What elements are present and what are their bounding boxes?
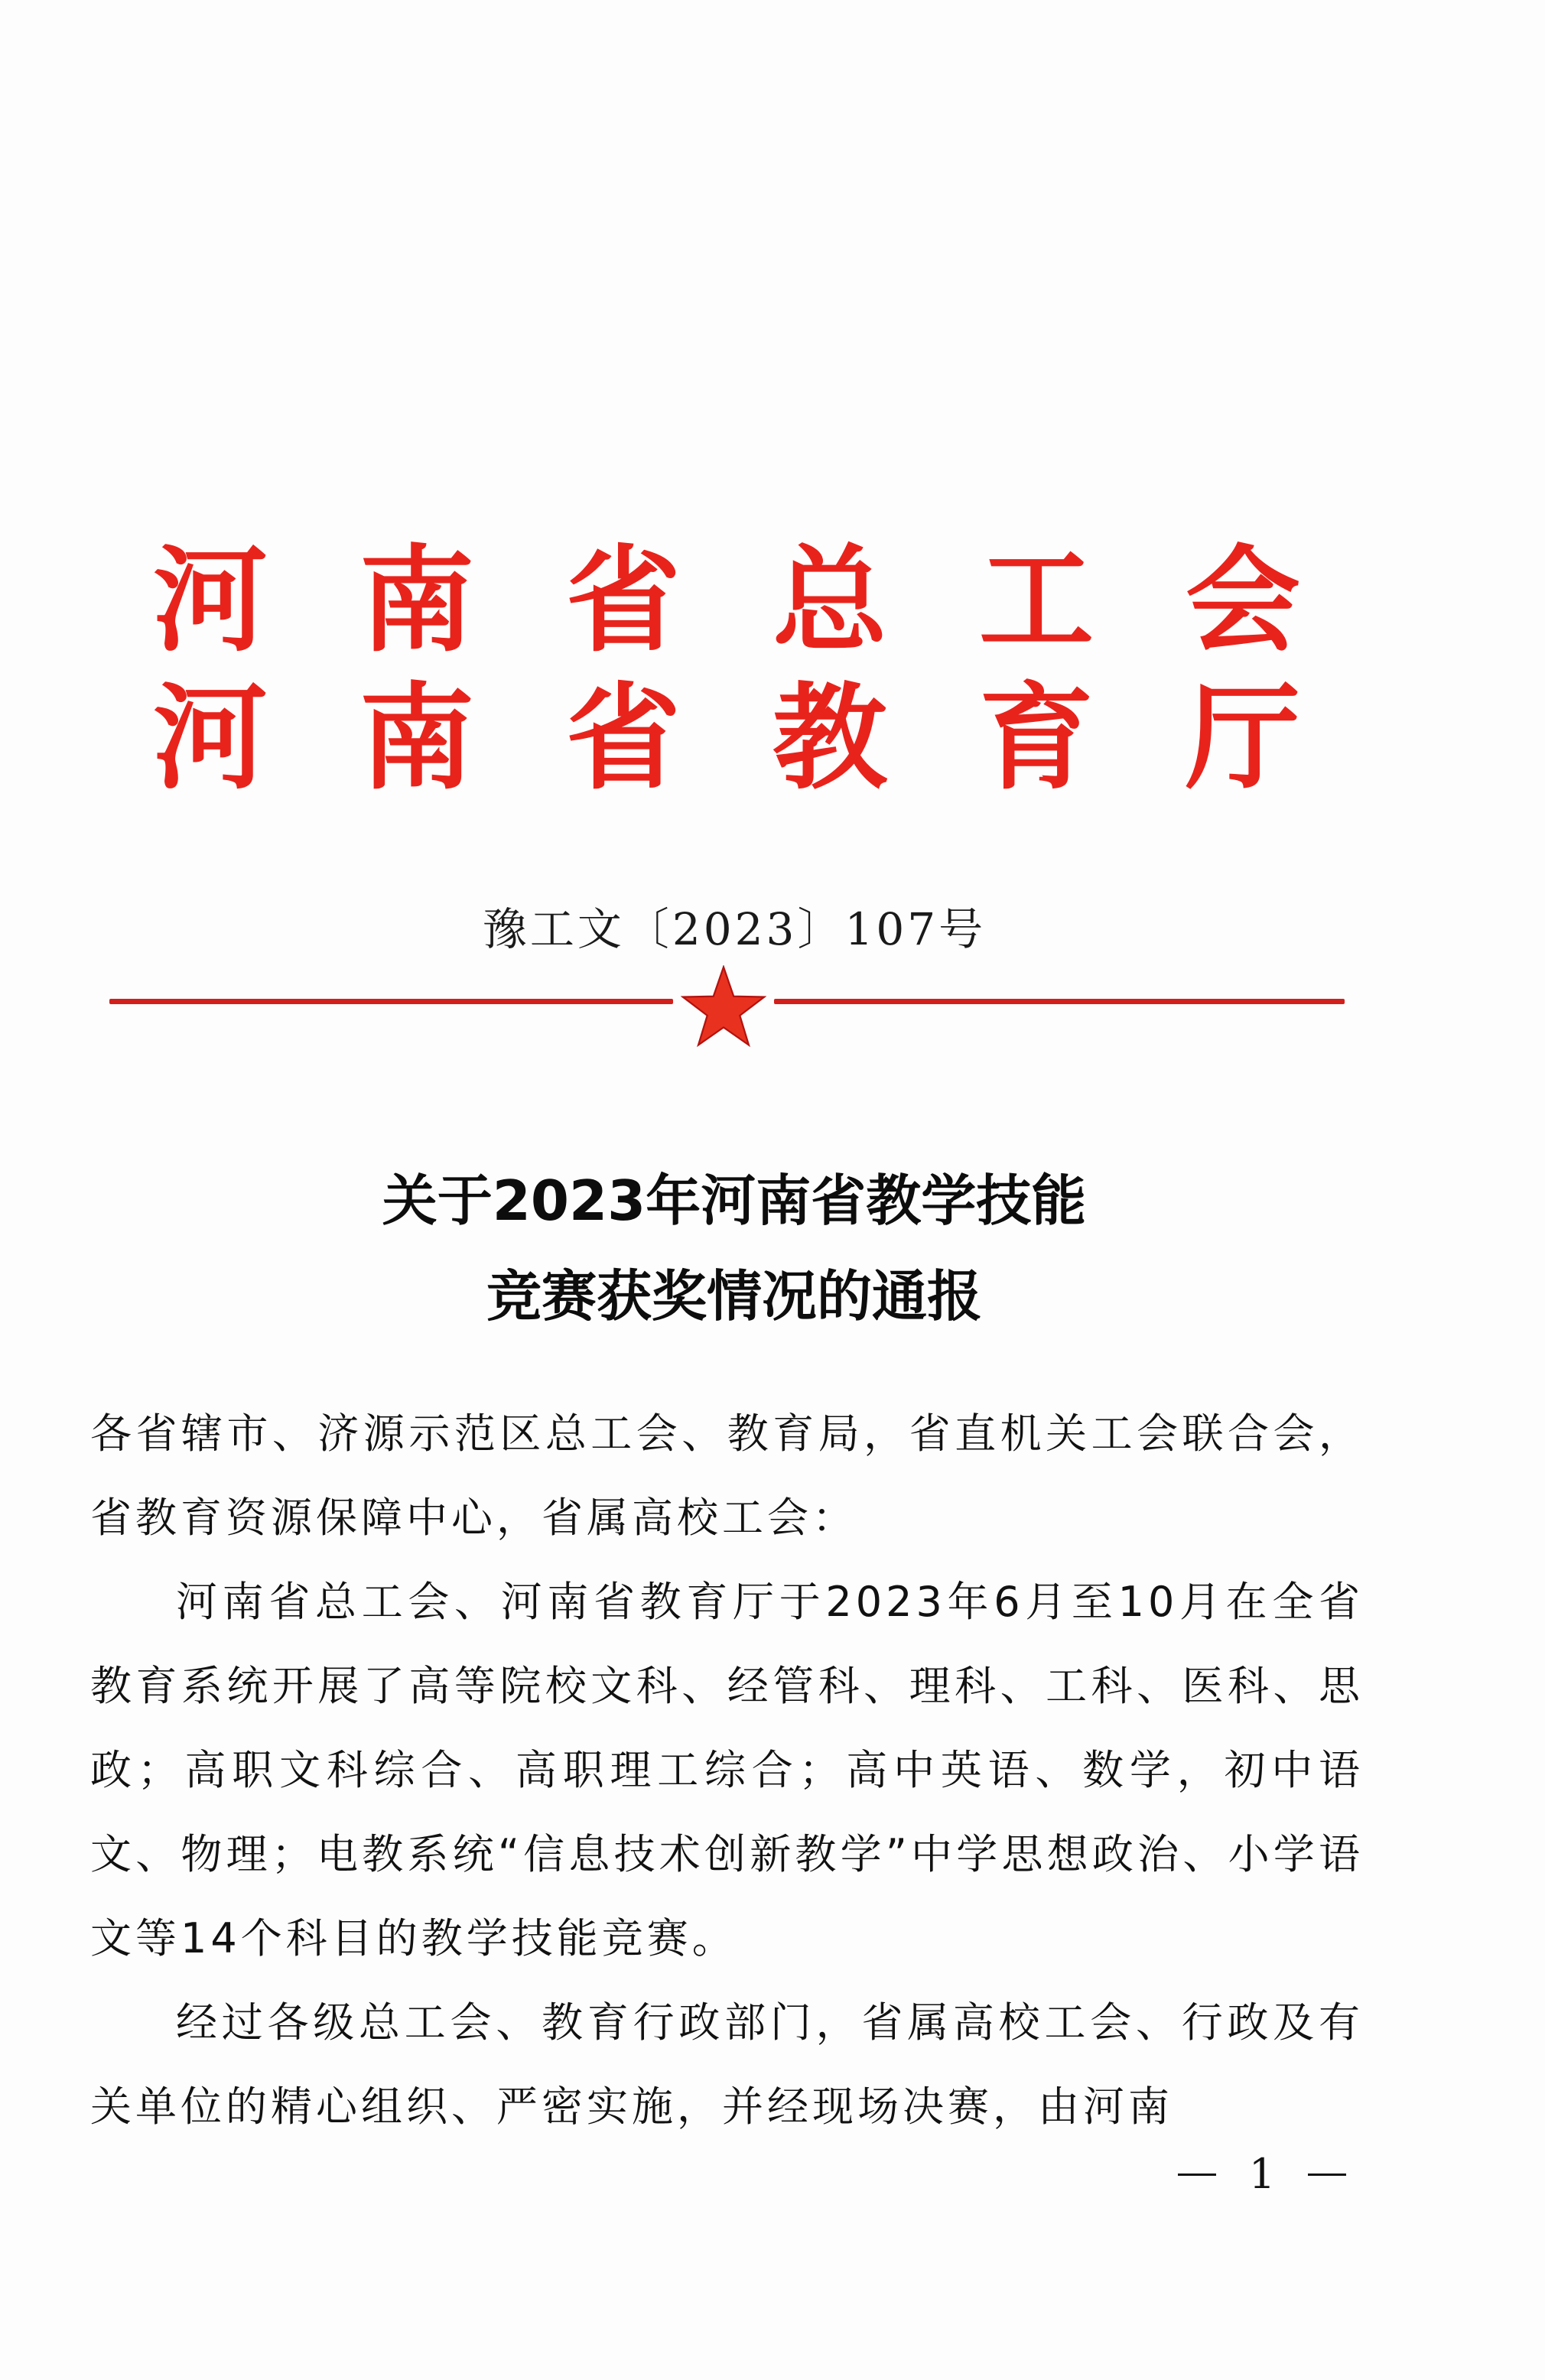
masthead-char: 育 [978, 671, 1094, 805]
paragraph-text: 河南省总工会、河南省教育厅于2023年6月至10月在全省教育系统开展了高等院校文科、经管科、理科、工科、医科、思政；高职文科综合、高职理工综合；高中英语、数学，初中语文、物理；电教系统“信息技术创新教学”中学思想政治、小学语文等14个科目的教学技能竞赛。 [90, 1578, 1364, 1962]
masthead-char: 总 [772, 533, 887, 668]
document-title-line-1: 关于2023年河南省教学技能 [382, 1169, 1087, 1233]
masthead-char: 会 [1185, 533, 1300, 668]
masthead-char: 南 [359, 533, 474, 668]
red-separator-right [774, 999, 1345, 1004]
masthead-char: 省 [565, 533, 681, 668]
masthead-char: 河 [152, 533, 268, 668]
star-icon [681, 965, 766, 1048]
page-number-dash-right [1308, 2174, 1346, 2176]
masthead-char: 南 [359, 671, 474, 805]
masthead-char: 河 [152, 671, 268, 805]
paragraph-text: 经过各级总工会、教育行政部门，省属高校工会、行政及有关单位的精心组织、严密实施，并经现场决赛，由河南 [90, 1998, 1364, 2131]
addressee: 各省辖市、济源示范区总工会、教育局，省直机关工会联合会，省教育资源保障中心，省属高校工会： [90, 1409, 1364, 1542]
page-number-value: 1 [1248, 2150, 1276, 2198]
body-paragraph-1 [90, 1560, 1364, 1981]
masthead-char: 厅 [1185, 671, 1300, 805]
red-separator-left [109, 999, 673, 1004]
masthead-char: 省 [565, 671, 681, 805]
masthead-char: 工 [978, 533, 1094, 668]
masthead-education-department [149, 671, 1304, 805]
document-number: 豫工文〔2023〕107号 [482, 903, 987, 955]
masthead-federation-of-trade-unions [149, 533, 1304, 668]
page-number [1178, 2148, 1346, 2201]
document-title-line-2: 竞赛获奖情况的通报 [486, 1264, 982, 1328]
masthead-char: 教 [772, 671, 887, 805]
page-number-dash-left [1178, 2174, 1216, 2176]
body-paragraph-2 [90, 1981, 1364, 2149]
addressee-block [90, 1392, 1364, 1560]
